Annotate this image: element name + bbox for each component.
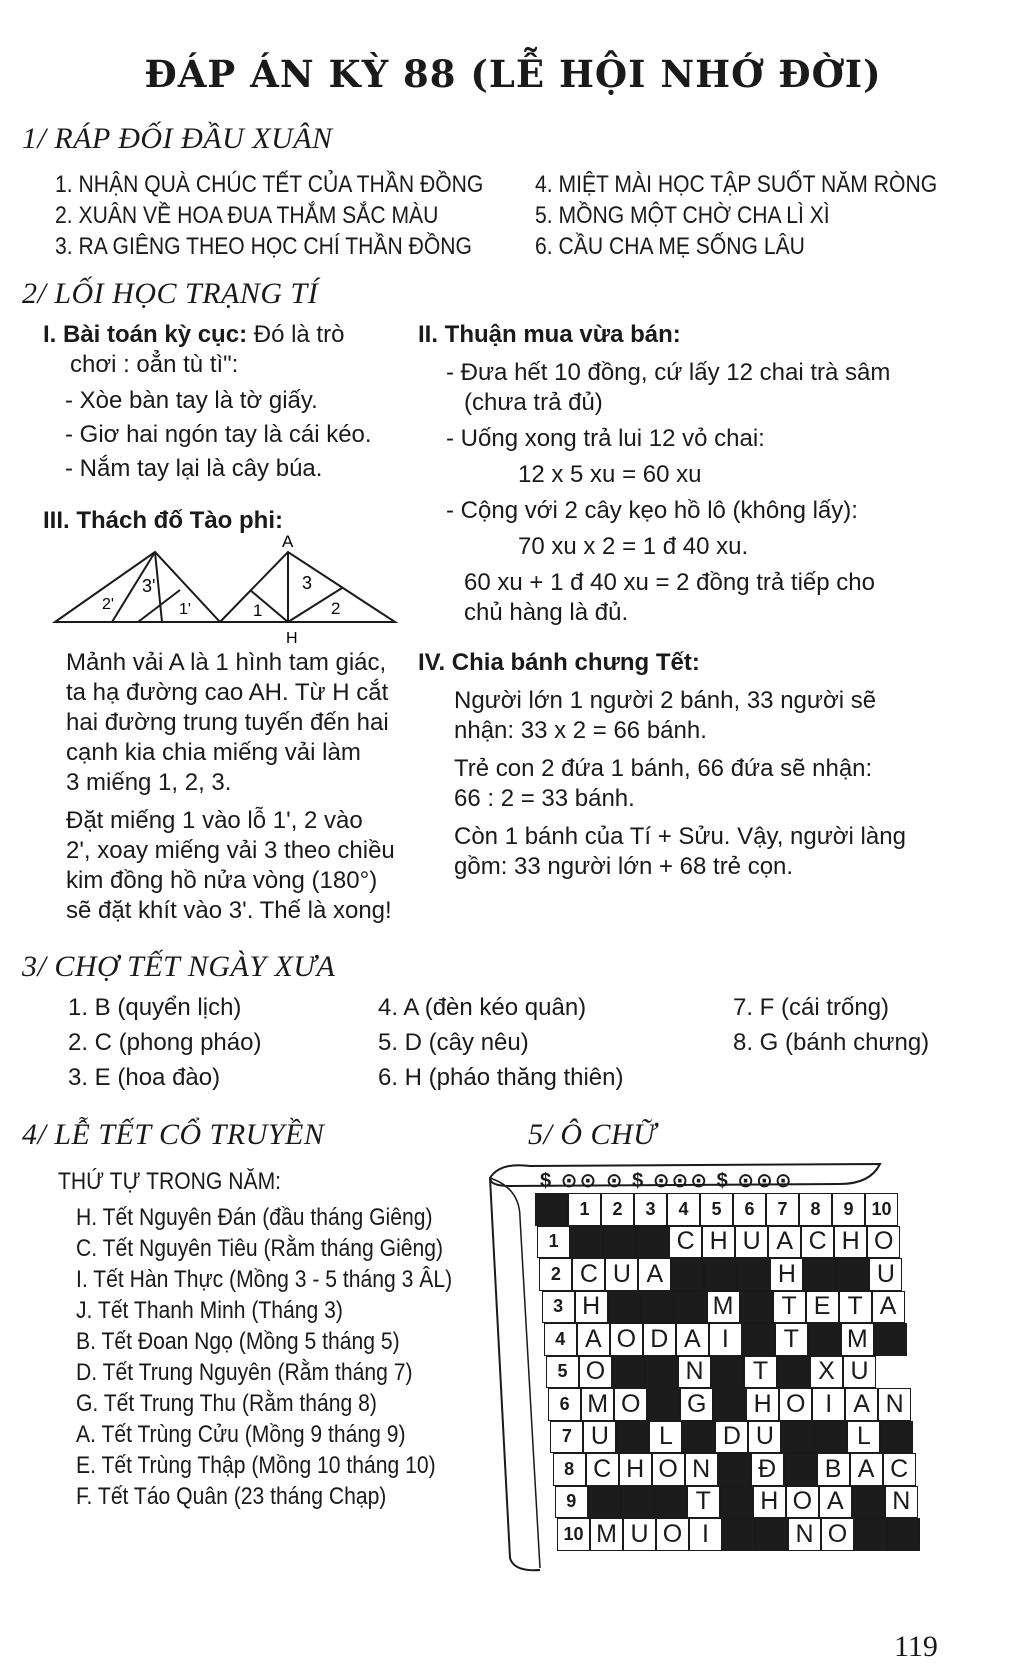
crossword-cell: 3 [542, 1291, 575, 1324]
crossword-cell: N [878, 1388, 911, 1421]
answer-item: 4. A (đèn kéo quân) [378, 994, 587, 1021]
text-line: hai đường trung tuyến đến hai [66, 709, 389, 736]
text-line: Đặt miếng 1 vào lỗ 1', 2 vào [66, 807, 363, 834]
puzzle-ii [418, 320, 978, 628]
text-line: Trẻ con 2 đứa 1 bánh, 66 đứa sẽ nhận: [454, 755, 873, 782]
crossword-cell: A [676, 1323, 709, 1356]
text-line: 3 miếng 1, 2, 3. [66, 769, 232, 796]
crossword-cell: M [841, 1323, 874, 1356]
crossword-cell [777, 1356, 810, 1389]
crossword-cell [740, 1291, 773, 1324]
crossword-cell: A [819, 1486, 852, 1519]
crossword-cell: H [834, 1226, 867, 1259]
crossword-cell [674, 1291, 707, 1324]
puzzle-i-item: - Xòe bàn tay là tờ giấy. [65, 387, 318, 414]
section-1-left-list [55, 169, 483, 262]
crossword-cell: H [702, 1226, 735, 1259]
answer-item: 7. F (cái trống) [733, 994, 890, 1021]
text-line: - Uống xong trả lui 12 vỏ chai: [446, 425, 765, 452]
couplet-line: 1. NHẬN QUÀ CHÚC TẾT CỦA THẦN ĐỒNG [55, 171, 484, 198]
crossword-cell: N [685, 1453, 718, 1486]
crossword-cell: M [590, 1518, 623, 1551]
crossword-cell: A [845, 1388, 878, 1421]
crossword-cell: B [817, 1453, 850, 1486]
crossword-cell: N [788, 1518, 821, 1551]
puzzle-iv [418, 648, 978, 882]
crossword-cell [808, 1323, 841, 1356]
crossword-cell [621, 1486, 654, 1519]
couplet-line: 3. RA GIÊNG THEO HỌC CHÍ THẦN ĐỒNG [55, 233, 472, 260]
crossword-cell [784, 1453, 817, 1486]
text-line: ta hạ đường cao AH. Từ H cắt [66, 679, 389, 706]
section-4-heading: 4/ LỄ TẾT CỔ TRUYỀN [22, 1118, 325, 1151]
couplet-line: 2. XUÂN VỀ HOA ĐUA THẮM SẮC MÀU [55, 202, 439, 229]
crossword-cell: U [735, 1226, 768, 1259]
answer-item: 6. H (pháo thăng thiên) [378, 1064, 624, 1091]
festival-item: C. Tết Nguyên Tiêu (Rằm tháng Giêng) [76, 1235, 444, 1262]
festival-item: D. Tết Trung Nguyên (Rằm tháng 7) [76, 1359, 413, 1386]
crossword-cell: O [656, 1518, 689, 1551]
festival-item: B. Tết Đoan Ngọ (Mồng 5 tháng 5) [76, 1328, 400, 1355]
crossword-cell: A [638, 1258, 671, 1291]
text-line: 66 : 2 = 33 bánh. [454, 785, 635, 812]
festival-item: E. Tết Trùng Thập (Mồng 10 tháng 10) [76, 1452, 436, 1479]
crossword-cell: C [572, 1258, 605, 1291]
crossword-cell [570, 1226, 603, 1259]
crossword-cell [535, 1193, 568, 1226]
crossword-cell: Đ [751, 1453, 784, 1486]
crossword-cell: C [883, 1453, 916, 1486]
crossword-cell: 1 [568, 1193, 601, 1226]
crossword-cell: U [583, 1421, 616, 1454]
crossword-cell: A [577, 1323, 610, 1356]
page-title: ĐÁP ÁN KỲ 88 (LỄ HỘI NHỚ ĐỜI) [144, 52, 882, 96]
crossword-cell: H [575, 1291, 608, 1324]
crossword-cell [704, 1258, 737, 1291]
crossword-cell: O [779, 1388, 812, 1421]
text-line: Mảnh vải A là 1 hình tam giác, [66, 649, 387, 676]
festival-list [76, 1202, 452, 1512]
crossword-cell: C [801, 1226, 834, 1259]
couplet-line: 4. MIỆT MÀI HỌC TẬP SUỐT NĂM RÒNG [535, 171, 938, 198]
order-label: THỨ TỰ TRONG NĂM: [58, 1168, 282, 1195]
crossword-cell: T [744, 1356, 777, 1389]
crossword-cell: 4 [544, 1323, 577, 1356]
crossword-cell [588, 1486, 621, 1519]
text-line: - Đưa hết 10 đồng, cứ lấy 12 chai trà sâm [446, 359, 891, 386]
puzzle-iv-label: IV. Chia bánh chưng Tết: [418, 649, 700, 676]
label-2: 2 [331, 599, 341, 618]
crossword-cell [880, 1421, 913, 1454]
puzzle-i-item: - Nắm tay lại là cây búa. [65, 455, 323, 482]
label-3-prime: 3' [142, 576, 156, 596]
crossword-cell [742, 1323, 775, 1356]
answer-item: 8. G (bánh chưng) [733, 1029, 930, 1056]
puzzle-i [43, 320, 393, 484]
text-line: 12 x 5 xu = 60 xu [518, 461, 702, 488]
section-4-subheading [58, 1166, 281, 1197]
festival-item: H. Tết Nguyên Đán (đầu tháng Giêng) [76, 1204, 433, 1231]
crossword-cell [711, 1356, 744, 1389]
text-line: gồm: 33 người lớn + 68 trẻ cọn. [454, 853, 794, 880]
section-2-heading: 2/ LỐI HỌC TRẠNG TÍ [22, 277, 319, 310]
crossword-cell: 1 [537, 1226, 570, 1259]
text-line: 70 xu x 2 = 1 đ 40 xu. [518, 533, 749, 560]
text-line: - Cộng với 2 cây kẹo hồ lô (không lấy): [446, 497, 858, 524]
answer-item: 1. B (quyển lịch) [68, 994, 242, 1021]
crossword-cell: H [753, 1486, 786, 1519]
crossword-cell: C [669, 1226, 702, 1259]
crossword-cell: T [775, 1323, 808, 1356]
crossword-cell [852, 1486, 885, 1519]
crossword-cell: U [869, 1258, 902, 1291]
text-line: chủ hàng là đủ. [464, 599, 629, 626]
text-line: sẽ đặt khít vào 3'. Thế là xong! [66, 897, 392, 924]
crossword-cell: O [652, 1453, 685, 1486]
crossword-cell [836, 1258, 869, 1291]
section-3-col3 [733, 990, 929, 1060]
crossword-cell: O [867, 1226, 900, 1259]
page-number: 119 [894, 1630, 938, 1663]
crossword-cell: 10 [865, 1193, 898, 1226]
crossword-cell: C [586, 1453, 619, 1486]
crossword-cell: 7 [550, 1421, 583, 1454]
crossword-cell: H [619, 1453, 652, 1486]
crossword-cell [641, 1291, 674, 1324]
text-line: nhận: 33 x 2 = 66 bánh. [454, 717, 707, 744]
crossword-cell: N [885, 1486, 918, 1519]
crossword-cell [647, 1388, 680, 1421]
crossword-cell: I [812, 1388, 845, 1421]
crossword-cell: L [649, 1421, 682, 1454]
label-a: A [282, 532, 294, 551]
crossword-cell: O [614, 1388, 647, 1421]
crossword-cell: 10 [557, 1518, 590, 1551]
crossword-cell: L [847, 1421, 880, 1454]
section-3-col2 [378, 990, 624, 1095]
label-3: 3 [302, 573, 313, 593]
crossword-cell: E [806, 1291, 839, 1324]
crossword-cell: U [605, 1258, 638, 1291]
crossword-cell [718, 1453, 751, 1486]
couplet-line: 5. MỒNG MỘT CHỜ CHA LÌ XÌ [535, 202, 830, 229]
puzzle-i-text: Đó là trò [247, 321, 345, 348]
section-1-heading: 1/ RÁP ĐỐI ĐẦU XUÂN [22, 122, 333, 155]
triangle-figure [50, 530, 400, 650]
answer-item: 3. E (hoa đào) [68, 1064, 221, 1091]
festival-item: J. Tết Thanh Minh (Tháng 3) [76, 1297, 343, 1324]
crossword-cell [814, 1421, 847, 1454]
text-line: 60 xu + 1 đ 40 xu = 2 đồng trả tiếp cho [464, 569, 875, 596]
crossword-cell: I [709, 1323, 742, 1356]
crossword-cell: 6 [548, 1388, 581, 1421]
crossword-cell [616, 1421, 649, 1454]
crossword-cell: N [678, 1356, 711, 1389]
crossword-cell: O [786, 1486, 819, 1519]
crossword-cell: M [581, 1388, 614, 1421]
crossword-cell: T [839, 1291, 872, 1324]
crossword-cell [671, 1258, 704, 1291]
crossword-cell: 9 [832, 1193, 865, 1226]
crossword-cell: I [689, 1518, 722, 1551]
crossword-cell [713, 1388, 746, 1421]
crossword-cell [737, 1258, 770, 1291]
puzzle-i-line2: chơi : oẳn tù tì": [70, 351, 239, 378]
crossword-cell: 2 [601, 1193, 634, 1226]
answer-item: 5. D (cây nêu) [378, 1029, 529, 1056]
festival-item: G. Tết Trung Thu (Rằm tháng 8) [76, 1390, 377, 1417]
crossword-cell: 4 [667, 1193, 700, 1226]
festival-item: F. Tết Táo Quân (23 tháng Chạp) [76, 1483, 387, 1510]
festival-item: A. Tết Trùng Cửu (Mồng 9 tháng 9) [76, 1421, 406, 1448]
label-1-prime: 1' [179, 601, 191, 618]
text-line: kim đồng hồ nửa vòng (180°) [66, 867, 378, 894]
crossword-cell: 2 [539, 1258, 572, 1291]
section-1-right-list [535, 169, 937, 262]
crossword-cell: 5 [700, 1193, 733, 1226]
crossword-cell [755, 1518, 788, 1551]
crossword-cell: 6 [733, 1193, 766, 1226]
label-h: H [286, 630, 298, 647]
text-line: Người lớn 1 người 2 bánh, 33 người sẽ [454, 687, 877, 714]
section-3-col1 [68, 990, 261, 1095]
crossword-cell [603, 1226, 636, 1259]
crossword-cell: 8 [799, 1193, 832, 1226]
crossword-cell: 3 [634, 1193, 667, 1226]
crossword-cell [781, 1421, 814, 1454]
crossword-cell: 8 [553, 1453, 586, 1486]
crossword-cell: T [773, 1291, 806, 1324]
crossword-cell: D [715, 1421, 748, 1454]
crossword-cell: U [748, 1421, 781, 1454]
section-5-heading: 5/ Ô CHỮ [528, 1118, 657, 1151]
crossword-cell [854, 1518, 887, 1551]
crossword-cell: O [821, 1518, 854, 1551]
crossword-cell: A [872, 1291, 905, 1324]
text-line: cạnh kia chia miếng vải làm [66, 739, 361, 766]
crossword-cell [608, 1291, 641, 1324]
crossword-cell: A [850, 1453, 883, 1486]
crossword-cell: H [770, 1258, 803, 1291]
text-line: Còn 1 bánh của Tí + Sửu. Vậy, người làng [454, 823, 906, 850]
puzzle-i-item: - Giơ hai ngón tay là cái kéo. [65, 421, 372, 448]
answer-item: 2. C (phong pháo) [68, 1029, 262, 1056]
crossword-cell [803, 1258, 836, 1291]
text-line: 2', xoay miếng vải 3 theo chiều [66, 837, 395, 864]
crossword-cell: T [687, 1486, 720, 1519]
crossword-cell [654, 1486, 687, 1519]
crossword-cell [636, 1226, 669, 1259]
crossword-cell: 5 [546, 1356, 579, 1389]
crossword-cell [887, 1518, 920, 1551]
puzzle-i-label: I. Bài toán kỳ cục: [43, 321, 248, 348]
crossword-cell [874, 1323, 907, 1356]
couplet-line: 6. CẦU CHA MẸ SỐNG LÂU [535, 233, 805, 260]
crossword-cell: O [610, 1323, 643, 1356]
text-line: (chưa trả đủ) [464, 389, 603, 416]
crossword-cell [682, 1421, 715, 1454]
crossword-cell: G [680, 1388, 713, 1421]
puzzle-iii-label: III. Thách đố Tào phi: [43, 507, 283, 534]
crossword-cell [720, 1486, 753, 1519]
scroll-coin-icons: $ ⊙⊙ ⊙ $ ⊙⊙⊙ $ ⊙⊙⊙ [540, 1170, 794, 1192]
crossword-cell [722, 1518, 755, 1551]
crossword-cell: 9 [555, 1486, 588, 1519]
crossword-cell: M [707, 1291, 740, 1324]
crossword-cell: A [768, 1226, 801, 1259]
crossword-cell: X [810, 1356, 843, 1389]
label-2-prime: 2' [102, 596, 114, 613]
crossword-cell [645, 1356, 678, 1389]
crossword-cell [612, 1356, 645, 1389]
crossword-cell: U [623, 1518, 656, 1551]
section-3-heading: 3/ CHỢ TẾT NGÀY XƯA [22, 950, 336, 983]
puzzle-ii-label: II. Thuận mua vừa bán: [418, 321, 681, 348]
crossword-cell: 7 [766, 1193, 799, 1226]
crossword-cell: D [643, 1323, 676, 1356]
festival-item: I. Tết Hàn Thực (Mồng 3 - 5 tháng 3 ÂL) [76, 1266, 453, 1293]
puzzle-iii-explanation [66, 648, 406, 926]
crossword-cell: U [843, 1356, 876, 1389]
crossword-cell: H [746, 1388, 779, 1421]
label-1: 1 [253, 601, 263, 620]
crossword-cell: O [579, 1356, 612, 1389]
